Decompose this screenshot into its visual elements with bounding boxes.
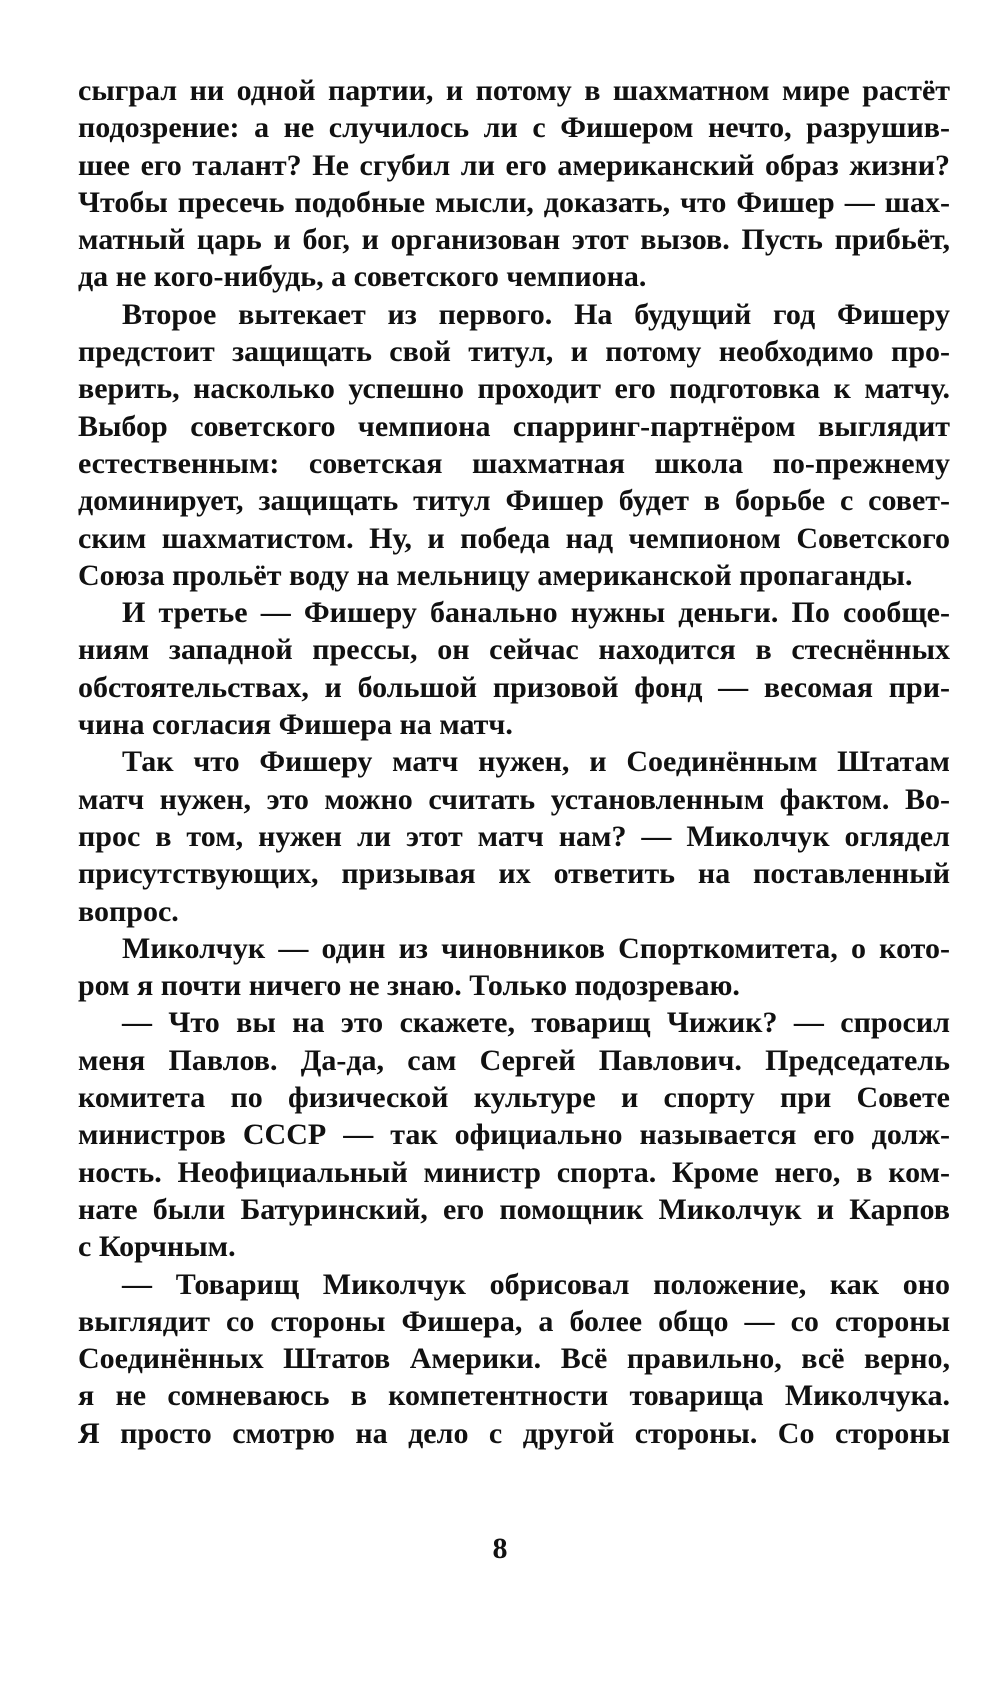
text-line: выглядит со стороны Фишера, а более общо — со стороны	[78, 1304, 950, 1338]
text-line: — Что вы на это скажете, товарищ Чижик? — спросил	[122, 1006, 950, 1040]
text-line: комитета по физической культуре и спорту при Совете	[78, 1081, 950, 1115]
text-line: доминирует, защищать титул Фишер будет в борьбе с совет-	[78, 484, 950, 518]
text-line: сыграл ни одной партии, и потому в шахматном мире растёт	[78, 74, 950, 107]
text-line: нате были Батуринский, его помощник Миколчук и Карпов	[78, 1192, 950, 1226]
text-line: матч нужен, это можно считать установленным фактом. Во-	[78, 782, 950, 816]
text-line: верить, насколько успешно проходит его подготовка к матчу.	[78, 372, 950, 406]
text-line: матный царь и бог, и организован этот вызов. Пусть прибьёт,	[78, 223, 950, 257]
text-line: Так что Фишеру матч нужен, и Соединённым Штатам	[122, 745, 950, 779]
text-line: Миколчук — один из чиновников Спорткомитета, о кото-	[122, 931, 950, 965]
text-line: обстоятельствах, и большой призовой фонд — весомая при-	[78, 670, 950, 704]
text-line: предстоит защищать свой титул, и потому необходимо про-	[78, 335, 950, 369]
text-line: ность. Неофициальный министр спорта. Кроме него, в ком-	[78, 1155, 950, 1189]
text-line: вопрос.	[78, 894, 179, 928]
text-line: Второе вытекает из первого. На будущий год Фишеру	[122, 297, 950, 331]
text-line: с Корчным.	[78, 1230, 236, 1264]
text-line: да не кого-нибудь, а советского чемпиона.	[78, 260, 647, 294]
text-line: Выбор советского чемпиона спарринг-партнёром выглядит	[78, 409, 950, 443]
text-line: естественным: советская шахматная школа по-прежнему	[78, 446, 950, 480]
text-line: ниям западной прессы, он сейчас находится в стеснённых	[78, 633, 950, 667]
text-line: Союза прольёт воду на мельницу американской пропаганды.	[78, 558, 913, 592]
text-line: меня Павлов. Да-да, сам Сергей Павлович. Председатель	[78, 1043, 950, 1077]
text-line: прос в том, нужен ли этот матч нам? — Миколчук оглядел	[78, 819, 950, 853]
text-line: Соединённых Штатов Америки. Всё правильно, всё верно,	[78, 1342, 950, 1376]
body-text	[78, 72, 950, 1452]
text-line: подозрение: а не случилось ли с Фишером нечто, разрушив-	[78, 111, 950, 145]
text-line: министров СССР — так официально называется его долж-	[78, 1118, 950, 1152]
text-line: И третье — Фишеру банально нужны деньги. По сообще-	[122, 596, 950, 630]
text-line: ром я почти ничего не знаю. Только подозреваю.	[78, 969, 740, 1003]
text-line: Чтобы пресечь подобные мысли, доказать, что Фишер — шах-	[78, 185, 950, 219]
text-line: я не сомневаюсь в компетентности товарища Миколчука.	[78, 1379, 950, 1413]
text-line: Я просто смотрю на дело с другой стороны. Со стороны	[78, 1416, 950, 1450]
text-line: шее его талант? Не сгубил ли его американский образ жизни?	[78, 148, 950, 182]
text-line: чина согласия Фишера на матч.	[78, 708, 513, 742]
text-line: ским шахматистом. Ну, и победа над чемпионом Советского	[78, 521, 950, 555]
text-line: присутствующих, призывая их ответить на поставленный	[78, 857, 950, 891]
text-line: — Товарищ Миколчук обрисовал положение, как оно	[122, 1267, 950, 1301]
page-number: 8	[492, 1532, 508, 1565]
